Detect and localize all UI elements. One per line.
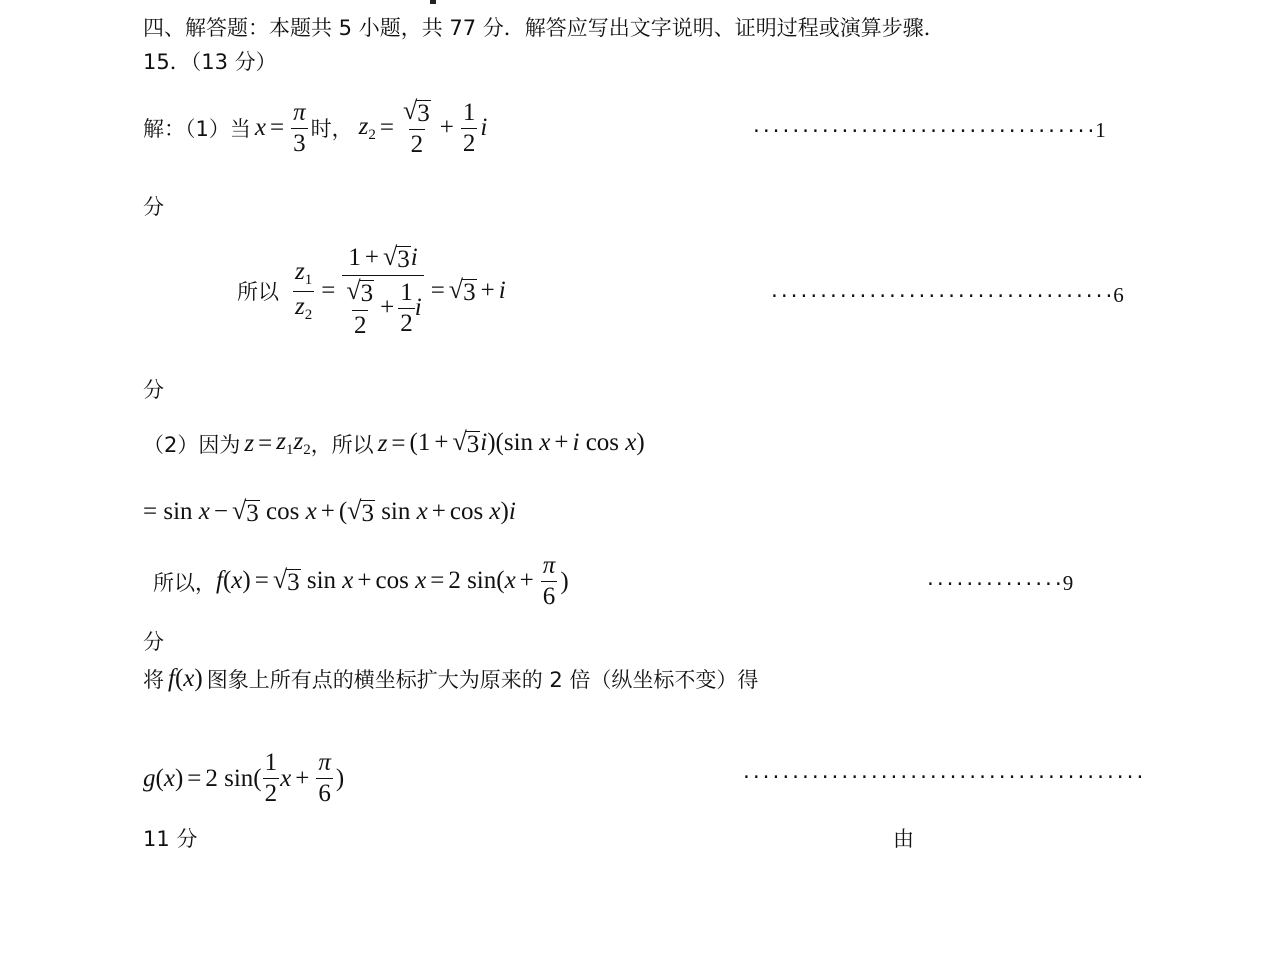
dotted-leader-short: ·············· (925, 574, 1063, 595)
part1-suoyi: 所以 (237, 280, 279, 305)
problem-label: 15．（13 分） (143, 50, 277, 74)
math-op: = (269, 114, 285, 142)
math-op: + (439, 114, 454, 142)
part1-shi: 时， (310, 117, 353, 142)
score-line-11 (741, 767, 1144, 788)
dotted-leader-long: ········································· (741, 767, 1145, 788)
score-mark: 1 (1095, 118, 1106, 142)
math-fraction: $\frac{z_1}{z_2}$ (295, 258, 313, 323)
part2-line2 (143, 498, 516, 527)
score-line-9 (925, 571, 1073, 596)
score-mark: 9 (1062, 571, 1074, 595)
math-var: x (254, 114, 266, 142)
part2-suoyi-result: 所以， (153, 570, 216, 595)
you-label: 由 (893, 827, 914, 851)
part2-line3 (153, 553, 569, 611)
gx-line (143, 750, 344, 808)
math-var: z (377, 429, 388, 457)
transform-after: 图象上所有点的横坐标扩大为原来的 2 倍（纵坐标不变）得 (206, 668, 759, 692)
part1-line2 (237, 244, 506, 339)
math-op: = (258, 429, 273, 457)
transform-line (143, 664, 758, 694)
dotted-leader: ··································· (751, 121, 1096, 142)
part1-line1 (143, 98, 487, 159)
math-fraction: 1 + √ 3 i √ 3 2 + $\frac{1}{2}$ i (342, 244, 423, 339)
part2-suoyi-comma: ，所以 (310, 432, 374, 457)
math-fraction: $\frac{\pi}{3}$ (293, 98, 306, 157)
fen-label: 分 (143, 195, 164, 219)
math-var: $z_2$ (358, 112, 376, 143)
math-var: $z_1z_2$ (276, 428, 311, 458)
math-op: = (379, 114, 394, 142)
dotted-leader: ··································· (769, 286, 1114, 307)
math-expr: g(x) = 2 sin( (143, 764, 262, 792)
top-edge-mark (430, 0, 436, 4)
math-var: z (244, 429, 255, 457)
math-paren: ) (335, 764, 345, 792)
math-var: i (498, 277, 506, 305)
transform-before: 将 (143, 668, 164, 692)
math-fraction: $\frac{\pi}{6}$ (318, 749, 331, 808)
score-line-1 (751, 118, 1106, 143)
math-op: = (391, 429, 406, 457)
math-sqrt: √ 3 (448, 274, 476, 306)
math-op: = (321, 277, 336, 305)
score-mark: 6 (1113, 283, 1124, 307)
math-op: + (480, 277, 495, 305)
math-var: i (480, 114, 488, 142)
fen-label: 分 (143, 378, 164, 402)
math-expr: f(x) = √ 3 sin x + cos x = 2 sin(x + (216, 565, 534, 597)
math-fraction: $\frac{1}{2}$ (462, 98, 476, 157)
math-fraction: $\frac{\pi}{6}$ (542, 552, 556, 611)
section-heading: 四、解答题：本题共 5 小题，共 77 分．解答应写出文字说明、证明过程或演算步骤． (143, 16, 945, 40)
score-mark-11: 11 分 (143, 827, 198, 851)
math-expr: f(x) (168, 665, 203, 692)
math-fraction: √ 3 2 (402, 96, 430, 159)
math-op: = (430, 277, 445, 305)
math-expr: (1 + √ 3 i)(sin x + i cos x) (409, 426, 645, 458)
score-line-6 (769, 283, 1124, 308)
fen-label: 分 (143, 630, 164, 654)
part2-line1 (143, 428, 645, 459)
part2-intro: （2）因为 (143, 432, 241, 457)
math-fraction: $\frac{1}{2}$ (264, 749, 278, 808)
math-paren: ) (560, 567, 569, 595)
math-expr: = sin x − √ 3 cos x + ( √ 3 sin x + cos x)i (143, 496, 516, 527)
math-expr: x + (280, 764, 310, 792)
part1-intro: 解：（1）当 (143, 117, 251, 142)
